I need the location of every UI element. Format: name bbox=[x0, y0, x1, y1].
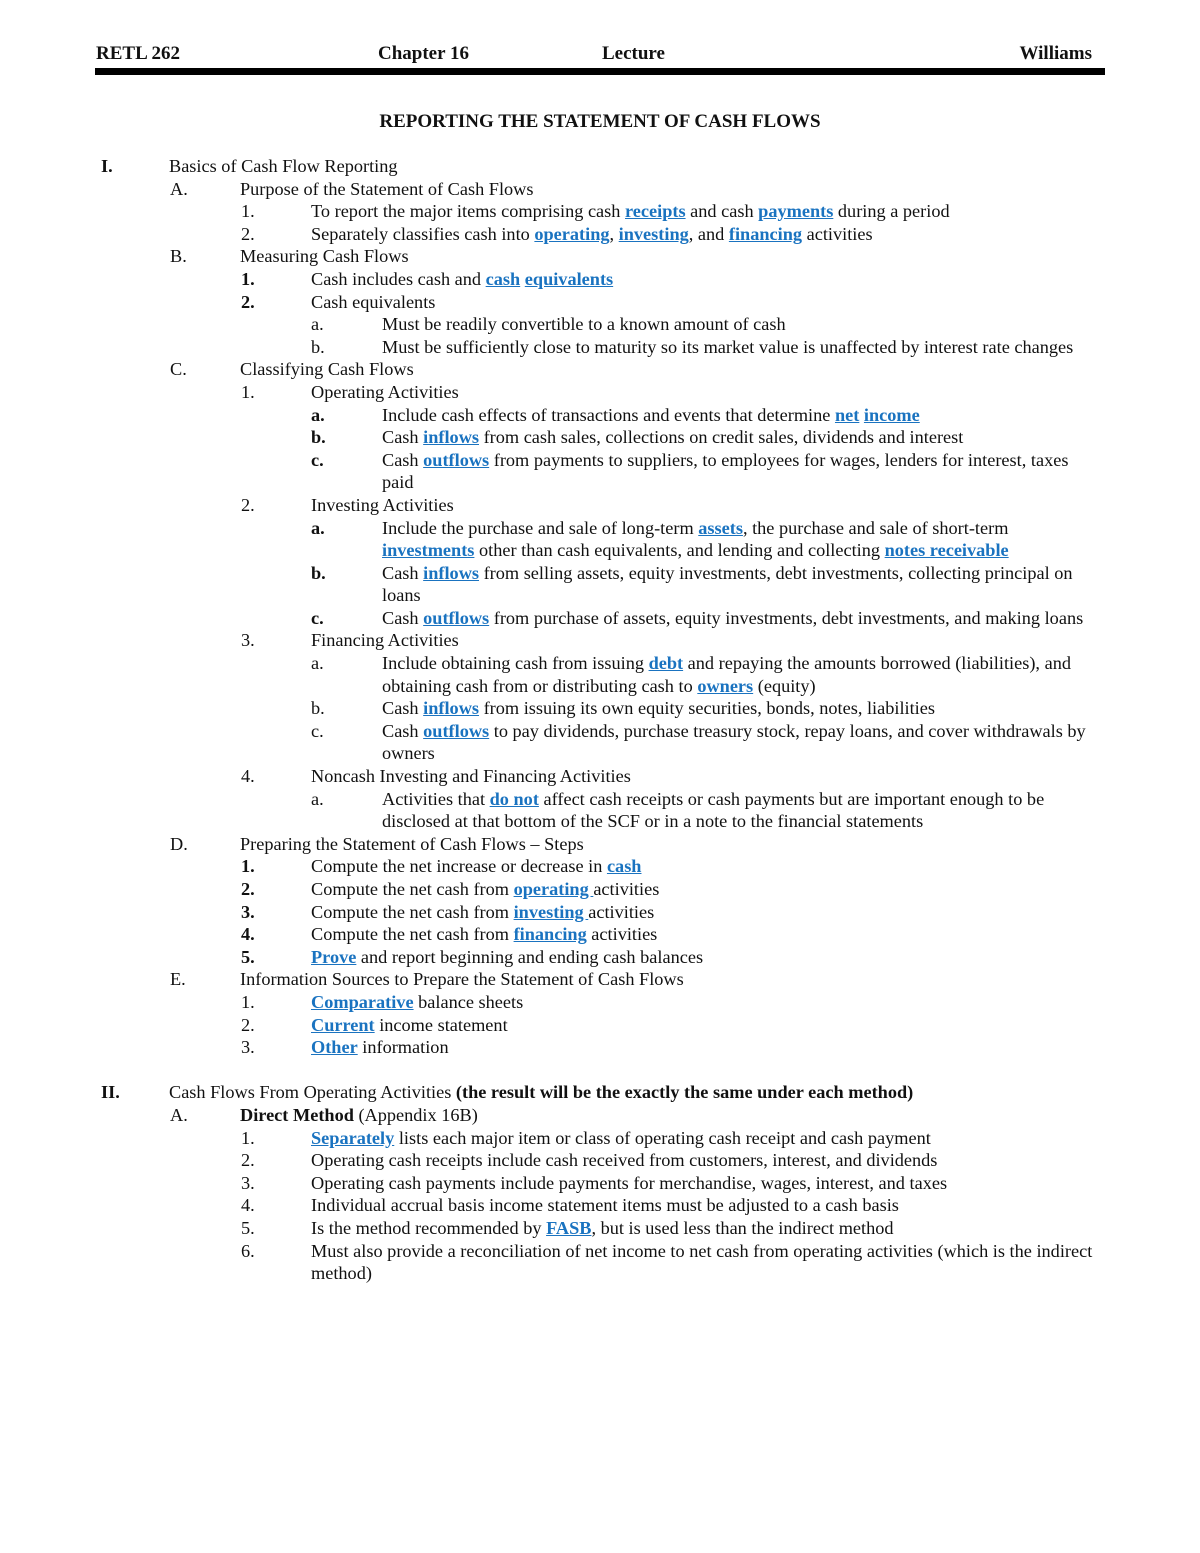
outline-text: Preparing the Statement of Cash Flows – Steps bbox=[240, 833, 584, 854]
outline-marker: 1. bbox=[241, 381, 255, 402]
keyword-blank: investing bbox=[513, 901, 589, 922]
outline-item bbox=[0, 268, 1200, 291]
outline-item bbox=[0, 1172, 1200, 1195]
outline-marker: a. bbox=[311, 314, 324, 335]
keyword-blank: receipts bbox=[625, 201, 686, 222]
outline-text: Separately lists each major item or class of operating cash receipt and cash payment bbox=[311, 1127, 931, 1148]
bold-phrase: (the result will be the exactly the same under each method) bbox=[455, 1082, 914, 1103]
section-spacer bbox=[0, 1059, 1200, 1082]
keyword-blank: Other bbox=[311, 1037, 358, 1058]
outline-marker: D. bbox=[170, 833, 188, 854]
outline-text: Cash outflows to pay dividends, purchase treasury stock, repay loans, and cover withdrawals by owners bbox=[382, 720, 1086, 764]
outline-item bbox=[0, 1014, 1200, 1037]
outline-item bbox=[0, 1081, 1200, 1104]
outline-marker: 5. bbox=[241, 946, 255, 967]
keyword-blank: do not bbox=[489, 788, 539, 809]
outline-marker: C. bbox=[170, 359, 187, 380]
outline-marker: c. bbox=[311, 607, 324, 628]
keyword-blank: equivalents bbox=[524, 268, 614, 289]
keyword-blank: Current bbox=[311, 1014, 375, 1035]
outline-text: Information Sources to Prepare the Statement of Cash Flows bbox=[240, 969, 684, 990]
outline-item bbox=[0, 629, 1200, 652]
outline-text: Current income statement bbox=[311, 1014, 508, 1035]
bold-phrase: Direct Method bbox=[240, 1104, 354, 1125]
keyword-blank: Prove bbox=[311, 946, 357, 967]
keyword-blank: financing bbox=[728, 223, 803, 244]
outline-item bbox=[0, 178, 1200, 201]
outline-item bbox=[0, 1240, 1200, 1285]
outline-item bbox=[0, 404, 1200, 427]
keyword-blank: inflows bbox=[423, 427, 480, 448]
outline-text: Basics of Cash Flow Reporting bbox=[169, 156, 398, 176]
outline-marker: b. bbox=[311, 698, 325, 719]
outline-item bbox=[0, 607, 1200, 630]
outline-marker: 3. bbox=[241, 1037, 255, 1058]
keyword-blank: notes receivable bbox=[884, 540, 1009, 561]
outline-marker: A. bbox=[170, 178, 188, 199]
outline-text: Compute the net cash from operating activities bbox=[311, 879, 660, 899]
outline-marker: 6. bbox=[241, 1240, 255, 1261]
document-title: REPORTING THE STATEMENT OF CASH FLOWS bbox=[379, 111, 821, 132]
outline-text: Include the purchase and sale of long-term assets, the purchase and sale of short-term investments other than cash equivalents, and lending and collecting notes receivable bbox=[382, 517, 1009, 561]
outline-marker: I. bbox=[101, 156, 113, 176]
outline-item bbox=[0, 381, 1200, 404]
outline-item bbox=[0, 1036, 1200, 1059]
outline-marker: 3. bbox=[241, 901, 255, 922]
outline-item bbox=[0, 449, 1200, 494]
outline-marker: a. bbox=[311, 517, 325, 538]
keyword-blank: Comparative bbox=[311, 991, 414, 1012]
outline-marker: b. bbox=[311, 562, 326, 583]
keyword-blank: operating bbox=[534, 223, 610, 244]
outline-text: Investing Activities bbox=[311, 494, 454, 515]
outline-marker: a. bbox=[311, 788, 324, 809]
outline-item bbox=[0, 200, 1200, 223]
page-header bbox=[96, 40, 1104, 68]
outline-marker: b. bbox=[311, 336, 325, 357]
outline-item bbox=[0, 968, 1200, 991]
outline-text: Compute the net cash from financing activities bbox=[311, 924, 658, 945]
outline-text: Compute the net increase or decrease in cash bbox=[311, 856, 642, 877]
outline-text: Include cash effects of transactions and events that determine net income bbox=[382, 404, 920, 425]
outline-item bbox=[0, 923, 1200, 946]
outline-item bbox=[0, 720, 1200, 765]
outline-text: Cash Flows From Operating Activities (the result will be the exactly the same under each method) bbox=[169, 1082, 914, 1103]
outline-text: Must also provide a reconciliation of net income to net cash from operating activities (which is the indirect method) bbox=[311, 1240, 1093, 1284]
outline-marker: c. bbox=[311, 720, 324, 741]
outline-item bbox=[0, 1104, 1200, 1127]
outline-text: Include obtaining cash from issuing debt and repaying the amounts borrowed (liabilities), and obtaining cash from or distributing cash to owners (equity) bbox=[382, 653, 1071, 696]
outline-item bbox=[0, 494, 1200, 517]
outline-text: Classifying Cash Flows bbox=[240, 359, 414, 380]
outline-text: Cash includes cash and cash equivalents bbox=[311, 268, 614, 289]
outline-text: Operating Activities bbox=[311, 381, 459, 402]
outline-marker: 4. bbox=[241, 766, 255, 787]
outline-text: Separately classifies cash into operating, investing, and financing activities bbox=[311, 223, 873, 244]
outline-text: Compute the net cash from investing activities bbox=[311, 901, 655, 922]
outline-text: Is the method recommended by FASB, but is used less than the indirect method bbox=[311, 1217, 894, 1238]
outline-item bbox=[0, 878, 1200, 901]
outline-marker: 2. bbox=[241, 494, 255, 515]
keyword-blank: debt bbox=[648, 653, 684, 674]
chapter-label: Chapter 16 bbox=[378, 43, 469, 64]
author-name: Williams bbox=[1019, 43, 1092, 64]
outline-text: Activities that do not affect cash receipts or cash payments but are important enough to be disclosed at that bottom of the SCF or in a note to the financial statements bbox=[382, 788, 1045, 832]
keyword-blank: investing bbox=[618, 223, 689, 244]
outline-item bbox=[0, 223, 1200, 246]
outline-marker: c. bbox=[311, 449, 324, 470]
outline-marker: 1. bbox=[241, 991, 255, 1012]
keyword-blank: payments bbox=[758, 201, 834, 222]
outline-text: Direct Method (Appendix 16B) bbox=[240, 1104, 478, 1125]
outline-marker: II. bbox=[101, 1082, 120, 1103]
outline-marker: 1. bbox=[241, 856, 255, 877]
outline-text: Other information bbox=[311, 1037, 449, 1058]
outline-marker: 2. bbox=[241, 291, 255, 312]
outline-marker: 5. bbox=[241, 1217, 255, 1238]
outline-marker: 4. bbox=[241, 1195, 255, 1216]
outline-item bbox=[0, 1217, 1200, 1240]
outline bbox=[0, 155, 1200, 1285]
outline-item bbox=[0, 901, 1200, 924]
keyword-blank: FASB bbox=[546, 1217, 592, 1238]
outline-item bbox=[0, 855, 1200, 878]
outline-marker: 3. bbox=[241, 1172, 255, 1193]
outline-item bbox=[0, 336, 1200, 359]
header-rule bbox=[95, 68, 1105, 75]
keyword-blank: cash bbox=[485, 268, 521, 289]
outline-marker: 2. bbox=[241, 1014, 255, 1035]
keyword-blank: assets bbox=[698, 517, 743, 538]
outline-item bbox=[0, 697, 1200, 720]
outline-item bbox=[0, 991, 1200, 1014]
outline-marker: 2. bbox=[241, 1150, 255, 1171]
outline-marker: b. bbox=[311, 427, 326, 448]
keyword-blank: net bbox=[834, 404, 860, 425]
outline-text: Operating cash payments include payments for merchandise, wages, interest, and taxes bbox=[311, 1172, 948, 1193]
outline-item bbox=[0, 313, 1200, 336]
outline-marker: 2. bbox=[241, 223, 255, 244]
outline-item bbox=[0, 1149, 1200, 1172]
outline-item bbox=[0, 788, 1200, 833]
outline-text: Cash inflows from cash sales, collections on credit sales, dividends and interest bbox=[382, 427, 964, 448]
keyword-blank: outflows bbox=[423, 449, 490, 470]
outline-text: Comparative balance sheets bbox=[311, 991, 524, 1012]
outline-item bbox=[0, 946, 1200, 969]
outline-item bbox=[0, 652, 1200, 697]
keyword-blank: inflows bbox=[423, 698, 480, 719]
outline-item bbox=[0, 291, 1200, 314]
keyword-blank: cash bbox=[606, 856, 642, 877]
outline-text: Prove and report beginning and ending cash balances bbox=[311, 946, 704, 967]
outline-text: Cash outflows from purchase of assets, equity investments, debt investments, and making loans bbox=[382, 607, 1084, 628]
outline-marker: 1. bbox=[241, 268, 255, 289]
outline-text: To report the major items comprising cash receipts and cash payments during a period bbox=[311, 201, 950, 222]
outline-text: Cash inflows from selling assets, equity investments, debt investments, collecting principal on loans bbox=[382, 562, 1073, 606]
outline-marker: E. bbox=[170, 969, 186, 990]
outline-text: Cash inflows from issuing its own equity securities, bonds, notes, liabilities bbox=[382, 698, 935, 719]
outline-item bbox=[0, 517, 1200, 562]
outline-marker: 3. bbox=[241, 630, 255, 651]
outline-item bbox=[0, 358, 1200, 381]
outline-text: Noncash Investing and Financing Activities bbox=[311, 766, 631, 787]
outline-text: Purpose of the Statement of Cash Flows bbox=[240, 178, 534, 199]
outline-text: Individual accrual basis income statement items must be adjusted to a cash basis bbox=[311, 1195, 899, 1216]
outline-marker: A. bbox=[170, 1104, 188, 1125]
outline-text: Must be sufficiently close to maturity so its market value is unaffected by interest rate changes bbox=[382, 336, 1074, 357]
outline-text: Must be readily convertible to a known amount of cash bbox=[382, 314, 786, 335]
outline-marker: a. bbox=[311, 404, 325, 425]
outline-marker: a. bbox=[311, 653, 324, 674]
course-code: RETL 262 bbox=[96, 43, 180, 64]
outline-marker: 4. bbox=[241, 924, 255, 945]
keyword-blank: owners bbox=[697, 675, 754, 696]
outline-text: Measuring Cash Flows bbox=[240, 246, 409, 267]
outline-text: Cash outflows from payments to suppliers, to employees for wages, lenders for interest, taxes paid bbox=[382, 449, 1069, 493]
keyword-blank: inflows bbox=[423, 562, 480, 583]
lecture-label: Lecture bbox=[602, 43, 665, 64]
outline-item bbox=[0, 1194, 1200, 1217]
outline-item bbox=[0, 562, 1200, 607]
outline-marker: 1. bbox=[241, 201, 255, 222]
outline-marker: 2. bbox=[241, 879, 255, 899]
outline-marker: B. bbox=[170, 246, 187, 267]
outline-item bbox=[0, 155, 1200, 178]
outline-item bbox=[0, 765, 1200, 788]
keyword-blank: financing bbox=[513, 924, 587, 945]
outline-item bbox=[0, 426, 1200, 449]
outline-text: Financing Activities bbox=[311, 630, 459, 651]
keyword-blank: outflows bbox=[423, 607, 490, 628]
keyword-blank: outflows bbox=[423, 720, 490, 741]
outline-item bbox=[0, 833, 1200, 856]
outline-item bbox=[0, 1127, 1200, 1150]
outline-item bbox=[0, 245, 1200, 268]
outline-text: Operating cash receipts include cash received from customers, interest, and dividends bbox=[311, 1150, 938, 1171]
outline-text: Cash equivalents bbox=[311, 291, 436, 312]
outline-marker: 1. bbox=[241, 1127, 255, 1148]
keyword-blank: Separately bbox=[311, 1127, 395, 1148]
keyword-blank: operating bbox=[513, 879, 594, 899]
keyword-blank: income bbox=[863, 404, 920, 425]
keyword-blank: investments bbox=[382, 540, 475, 561]
